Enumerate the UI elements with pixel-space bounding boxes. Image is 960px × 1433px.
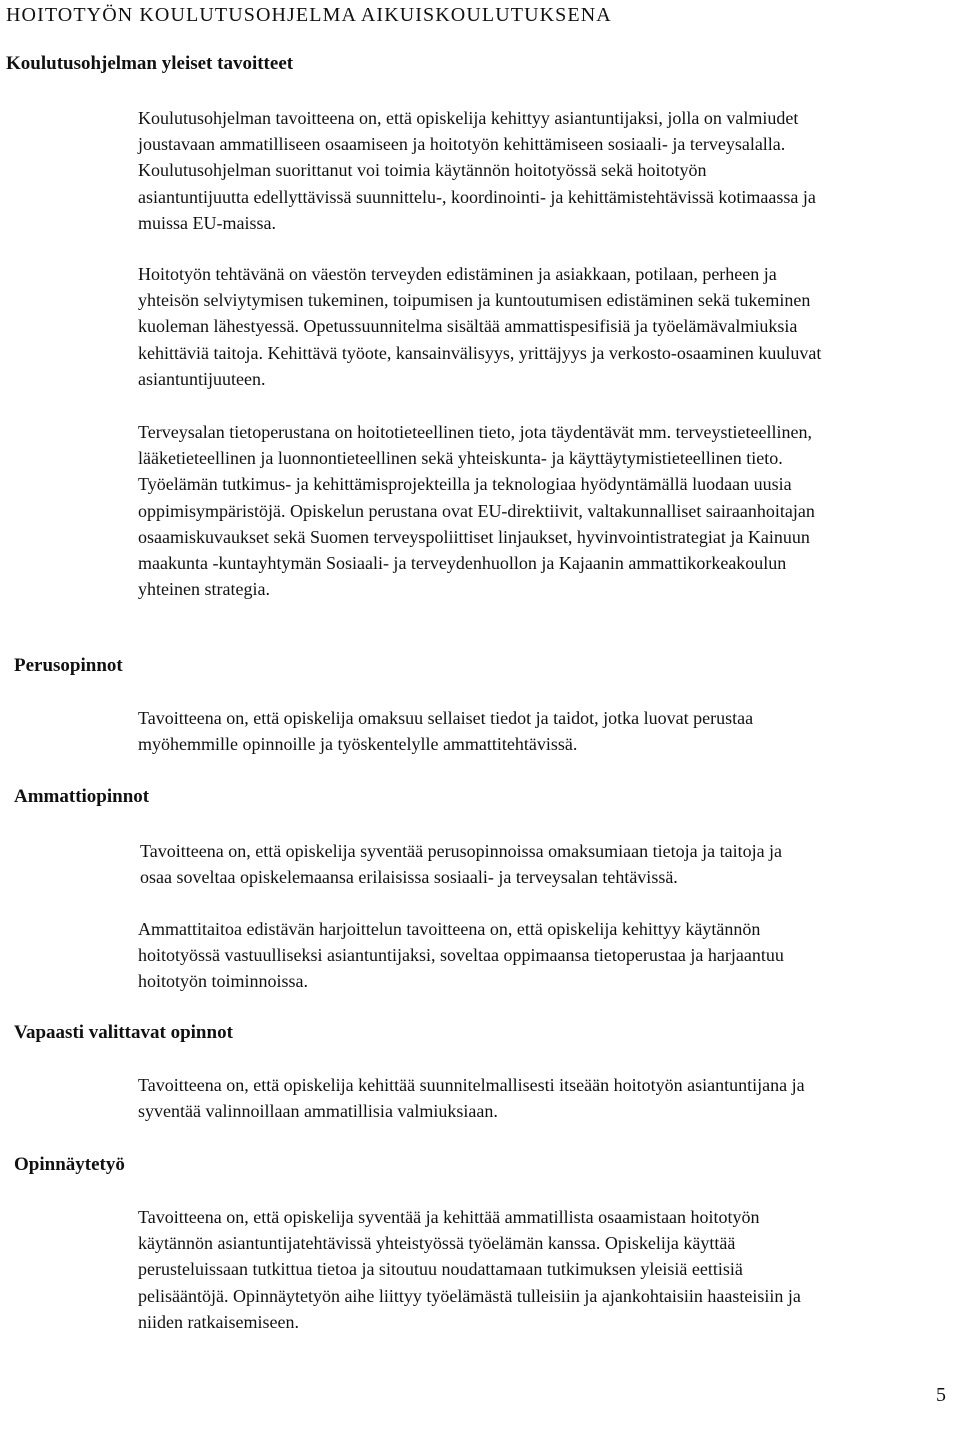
text-line: Terveysalan tietoperustana on hoitotieteellinen tieto, jota täydentävät mm. terveystieteellinen, [138,422,813,442]
text-line: Koulutusohjelman tavoitteena on, että opiskelija kehittyy asiantuntijaksi, jolla on valmiudet [138,108,799,128]
document-title: HOITOTYÖN KOULUTUSOHJELMA AIKUISKOULUTUKSENA [6,4,612,26]
text-line: Tavoitteena on, että opiskelija omaksuu sellaiset tiedot ja taidot, jotka luovat perustaa [138,708,754,728]
text-line: käytännön asiantuntijatehtävissä yhteistyössä työelämän kanssa. Opiskelija käyttää [138,1233,736,1254]
text-line: joustavaan ammatilliseen osaamiseen ja hoitotyön kehittämiseen sosiaali- ja terveysalalla. [138,134,786,155]
text-line: perusteluissaan tutkittua tietoa ja sitoutuu noudattamaan tutkimuksen yleisiä eettisiä [138,1259,743,1280]
text-line: pelisääntöjä. Opinnäytetyön aihe liittyy työelämästä tulleisiin ja ajankohtaisiin haasteisiin ja [138,1285,801,1306]
heading-ammattiopinnot: Ammattiopinnot [14,786,150,807]
text-line: muissa EU-maissa. [138,212,276,233]
opinnaytetyo-paragraph [138,1204,801,1335]
text-line: Hoitotyön tehtävänä on väestön terveyden edistäminen ja asiakkaan, potilaan, perheen ja [138,264,777,284]
heading-vapaasti-valittavat: Vapaasti valittavat opinnot [14,1022,233,1043]
text-line: asiantuntijuuteen. [138,368,266,389]
text-line: osaamiskuvaukset sekä Suomen terveyspoliittiset linjaukset, hyvinvointistrategiat ja Kainuun [138,526,810,547]
text-line: Tavoitteena on, että opiskelija syventää ja kehittää ammatillista osaamistaan hoitotyön [138,1207,760,1227]
text-line: yhteisön selviytymisen tukeminen, toipumisen ja kuntoutumisen edistäminen sekä tukeminen [138,290,811,311]
text-line: kehittäviä taitoja. Kehittävä työote, kansainvälisyys, yrittäjyys ja verkosto-osaaminen kuuluvat [138,342,822,363]
text-line: Ammattitaitoa edistävän harjoittelun tavoitteena on, että opiskelija kehittyy käytännön [138,919,761,939]
perusopinnot-paragraph [138,705,753,757]
section-subtitle: Koulutusohjelman yleiset tavoitteet [6,53,294,74]
ammattiopinnot-paragraph-2 [138,916,784,995]
text-line: Työelämän tutkimus- ja kehittämisprojekteilla ja teknologiaa hyödyntämällä luodaan uusia [138,474,792,495]
ammattiopinnot-paragraph-1 [140,838,782,890]
intro-paragraph-1 [138,105,816,236]
text-line: Koulutusohjelman suorittanut voi toimia käytännön hoitotyössä sekä hoitotyön [138,160,707,181]
text-line: maakunta -kuntayhtymän Sosiaali- ja terveydenhuollon ja Kajaanin ammattikorkeakoulun [138,553,787,574]
text-line: oppimisympäristöjä. Opiskelun perustana ovat EU-direktiivit, valtakunnalliset sairaanhoitajan [138,500,815,521]
text-line: niiden ratkaisemiseen. [138,1311,299,1332]
text-line: osaa soveltaa opiskelemaansa erilaisissa sosiaali- ja terveysalan tehtävissä. [140,867,678,888]
text-line: Tavoitteena on, että opiskelija kehittää suunnitelmallisesti itseään hoitotyön asiantuntijana ja [138,1075,805,1095]
text-line: Tavoitteena on, että opiskelija syventää perusopinnoissa omaksumiaan tietoja ja taitoja ja [140,841,783,861]
vapaasti-valittavat-paragraph [138,1072,805,1124]
intro-paragraph-2 [138,261,821,392]
text-line: hoitotyön toiminnoissa. [138,971,309,992]
text-line: kuoleman lähestyessä. Opetussuunnitelma sisältää ammattispesifisiä ja työelämävalmiuksia [138,316,798,337]
intro-paragraph-3 [138,419,815,602]
text-line: lääketieteellinen ja luonnontieteellinen sekä yhteiskunta- ja käyttäytymistieteellinen tieto. [138,448,783,469]
text-line: hoitotyössä vastuulliseksi asiantuntijaksi, soveltaa oppimaansa tietoperustaa ja harjaantuu [138,945,784,966]
text-line: myöhemmille opinnoille ja työskentelylle ammattitehtävissä. [138,734,578,755]
heading-perusopinnot: Perusopinnot [14,655,123,676]
text-line: asiantuntijuutta edellyttävissä suunnittelu-, koordinointi- ja kehittämistehtävissä kotimaassa ja [138,186,816,207]
page-number: 5 [936,1384,946,1406]
heading-opinnaytetyo: Opinnäytetyö [14,1154,125,1175]
text-line: yhteinen strategia. [138,579,270,600]
text-line: syventää valinnoillaan ammatillisia valmiuksiaan. [138,1101,498,1122]
